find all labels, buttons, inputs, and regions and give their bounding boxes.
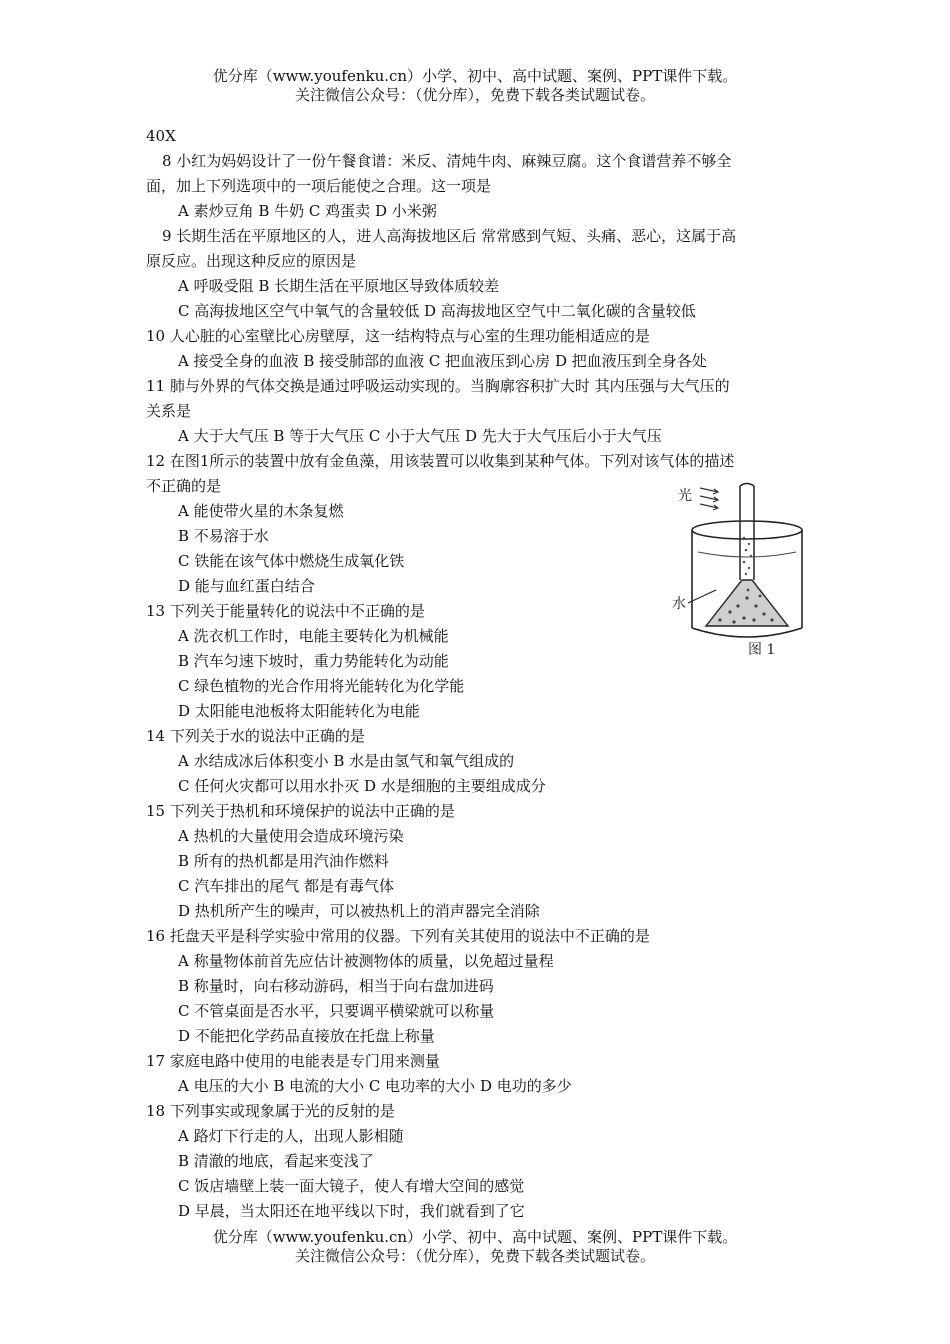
question-8-text-cont: 面，加上下列选项中的一项后能使之合理。这一项是 — [146, 177, 492, 195]
question-15-option-a: A 热机的大量使用会造成环境污染 — [178, 827, 404, 845]
funnel — [706, 580, 788, 626]
question-16-option-a: A 称量物体前首先应估计被测物体的质量，以免超过量程 — [178, 952, 554, 970]
question-16-option-d: D 不能把化学药品直接放在托盘上称量 — [178, 1027, 435, 1045]
gas-bubbles — [743, 537, 753, 575]
question-12-option-b: B 不易溶于水 — [178, 527, 269, 545]
page-footer — [0, 1228, 950, 1266]
question-11-text-cont: 关系是 — [146, 402, 192, 420]
figure-caption: 图 1 — [748, 642, 776, 658]
question-13-option-c: C 绿色植物的光合作用将光能转化为化学能 — [178, 677, 465, 695]
footer-line-2: 关注微信公众号：（优分库），免费下载各类试题试卷。 — [294, 1247, 655, 1265]
question-18-option-a: A 路灯下行走的人，出现人影相随 — [178, 1127, 404, 1145]
question-11-options: A 大于大气压 B 等于大气压 C 小于大气压 D 先大于大气压后小于大气压 — [178, 427, 662, 445]
question-13-option-b: B 汽车匀速下坡时，重力势能转化为动能 — [178, 652, 449, 670]
question-14-options-1: A 水结成冰后体积变小 B 水是由氢气和氧气组成的 — [178, 752, 515, 770]
page-header — [0, 67, 950, 105]
water-surface — [698, 552, 796, 557]
question-10-options: A 接受全身的血液 B 接受肺部的血液 C 把血液压到心房 D 把血液压到全身各处 — [178, 352, 707, 370]
question-18-option-b: B 清澈的地底，看起来变浅了 — [178, 1152, 374, 1170]
question-9-options-2: C 高海拔地区空气中氧气的含量较低 D 高海拔地区空气中二氧化碳的含量较低 — [178, 302, 696, 320]
header-line-1: 优分库（www.youfenku.cn）小学、初中、高中试题、案例、PPT课件下载。 — [212, 67, 738, 85]
page-code: 40X — [146, 127, 176, 145]
question-9-text-cont: 原反应。出现这种反应的原因是 — [146, 252, 357, 270]
question-15-option-c: C 汽车排出的尾气 都是有毒气体 — [178, 877, 395, 895]
question-16-option-b: B 称量时，向右移动游码，相当于向右盘加进码 — [178, 977, 494, 995]
question-16-text: 16 托盘天平是科学实验中常用的仪器。下列有关其使用的说法中不正确的是 — [146, 927, 650, 945]
light-arrows-icon — [700, 488, 718, 510]
water-label: 水 — [672, 596, 686, 612]
question-17-options: A 电压的大小 B 电流的大小 C 电功率的大小 D 电功的多少 — [178, 1077, 572, 1095]
question-17-text: 17 家庭电路中使用的电能表是专门用来测量 — [146, 1052, 440, 1070]
question-15-text: 15 下列关于热机和环境保护的说法中正确的是 — [146, 802, 455, 820]
question-15-option-d: D 热机所产生的噪声，可以被热机上的消声器完全消除 — [178, 902, 540, 920]
header-line-2: 关注微信公众号：（优分库），免费下载各类试题试卷。 — [294, 86, 655, 104]
question-12-option-d: D 能与血红蛋白结合 — [178, 577, 315, 595]
question-9-text: 9 长期生活在平原地区的人，进人高海拔地区后 常常感到气短、头痛、恶心，这属于高 — [162, 227, 737, 245]
question-18-text: 18 下列事实或现象属于光的反射的是 — [146, 1102, 395, 1120]
question-18-option-d: D 早晨，当太阳还在地平线以下时，我们就看到了它 — [178, 1202, 525, 1220]
question-16-option-c: C 不管桌面是否水平，只要调平横梁就可以称量 — [178, 1002, 495, 1020]
question-10-text: 10 人心脏的心室壁比心房壁厚，这一结构特点与心室的生理功能相适应的是 — [146, 327, 650, 345]
question-9-options-1: A 呼吸受阻 B 长期生活在平原地区导致体质较差 — [178, 277, 500, 295]
question-14-text: 14 下列关于水的说法中正确的是 — [146, 727, 365, 745]
question-8-text: 8 小红为妈妈设计了一份午餐食谱：米反、清炖牛肉、麻辣豆腐。这个食谱营养不够全 — [162, 152, 732, 170]
question-12-option-c: C 铁能在该气体中燃烧生成氧化铁 — [178, 552, 405, 570]
question-14-options-2: C 任何火灾都可以用水扑灭 D 水是细胞的主要组成成分 — [178, 777, 546, 795]
figure-1-apparatus — [672, 478, 812, 658]
question-13-text: 13 下列关于能量转化的说法中不正确的是 — [146, 602, 425, 620]
question-12-text-cont: 不正确的是 — [146, 477, 222, 495]
footer-line-1: 优分库（www.youfenku.cn）小学、初中、高中试题、案例、PPT课件下载。 — [212, 1228, 738, 1246]
question-15-option-b: B 所有的热机都是用汽油作燃料 — [178, 852, 389, 870]
question-12-option-a: A 能使带火星的木条复燃 — [178, 502, 344, 520]
question-13-option-d: D 太阳能电池板将太阳能转化为电能 — [178, 702, 420, 720]
question-11-text: 11 肺与外界的气体交换是通过呼吸运动实现的。当胸廓容积扩大时 其内压强与大气压的 — [146, 377, 730, 395]
test-tube — [740, 484, 754, 581]
question-13-option-a: A 洗衣机工作时，电能主要转化为机械能 — [178, 627, 449, 645]
question-12-text: 12 在图1所示的装置中放有金鱼藻，用该装置可以收集到某种气体。下列对该气体的描述 — [146, 452, 735, 470]
light-label: 光 — [678, 488, 692, 504]
question-8-options: A 素炒豆角 B 牛奶 C 鸡蛋卖 D 小米粥 — [178, 202, 437, 220]
question-18-option-c: C 饭店墙壁上装一面大镜子，使人有增大空间的感觉 — [178, 1177, 525, 1195]
